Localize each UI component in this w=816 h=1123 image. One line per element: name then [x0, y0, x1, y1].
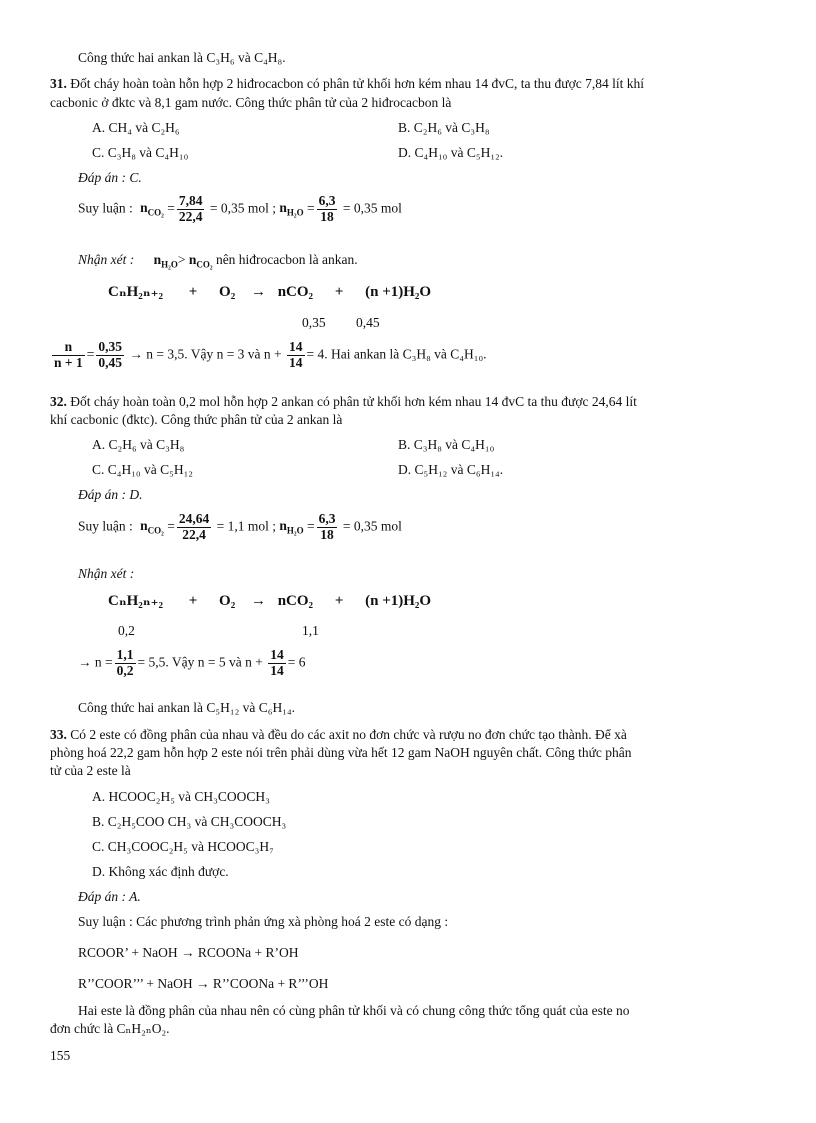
q32-n-h2o: $n_{H_2O}$ [279, 518, 304, 537]
q32-value-co2: 1,1 [302, 623, 319, 638]
q33-reaction-1: RCOOR’ + NaOH → RCOONa + R’OH [78, 945, 299, 960]
q31-eq-arrow: → [250, 284, 266, 300]
q32-suy-label: Suy luận : [78, 518, 133, 534]
q31-text-line2: cacbonic ở đktc và 8,1 gam nước. Công thức phân tử của 2 hiđrocacbon là [50, 95, 452, 110]
q31-frac-values: $\frac{0,35}{0,45}$ [98, 339, 122, 370]
q33-option-a: A. HCOOC₂H₅ và CH₃COOCH₃ [92, 789, 270, 804]
q32-conclusion-end: = 6 [287, 654, 306, 670]
q33-text-line3: tử của 2 este là [50, 763, 131, 778]
q32-final: Công thức hai ankan là C₅H₁₂ và C₆H₁₄. [78, 700, 296, 715]
q33-reasoning: Suy luận : Các phương trình phản ứng xà phòng hoá 2 este có dạng : [78, 914, 449, 929]
q31-n-co2: $n_{CO_2}$ [140, 200, 164, 219]
q31-eq-alkane: CₙH₂ₙ₊₂ [108, 284, 163, 300]
q32-option-d: D. C₅H₁₂ và C₆H₁₄. [398, 462, 504, 477]
q32-n-co2: $n_{CO_2}$ [140, 518, 164, 537]
q31-result-h2o: = 0,35 mol [342, 200, 402, 216]
q32-eq-h2o: (n +1)H₂O [365, 593, 432, 609]
q32-eq-arrow: → [250, 593, 266, 609]
q32-eq-plus1: + [188, 593, 198, 609]
q31-remark: Nhận xét : $n_{H_2O}> n_{CO_2}$ nên hiđrocacbon là ankan. [78, 252, 358, 270]
q32-eq-alkane: CₙH₂ₙ₊₂ [108, 593, 163, 609]
q32-reasoning: Suy luận : $n_{CO_2}$ = $\frac{24,64}{22,4}$ = 1,1 mol ; $n_{H_2O}$ = $\frac{6,3}{18}$ = 0,35 mol [78, 511, 402, 542]
q33-text-line2: phòng hoá 22,2 gam hỗn hợp 2 este nói trên phải dùng vừa hết 12 gam NaOH nguyên chất. Công thức phân [50, 745, 632, 760]
q33-option-c: C. CH₃COOC₂H₅ và HCOOC₃H₇ [92, 839, 274, 854]
q33-last-line2: đơn chức là CₙH₂ₙO₂. [50, 1021, 170, 1036]
q31-conclusion-end: = 4. Hai ankan là C₃H₈ và C₄H₁₀. [306, 346, 487, 362]
q33-text1: Có 2 este có đồng phân của nhau và đều do các axit no đơn chức và rượu no đơn chức tạo thành. Để xà [66, 727, 627, 742]
q31-eq-co2: nCO₂ [277, 284, 314, 300]
q33-text-line1 [50, 727, 627, 743]
q31-answer: Đáp án : C. [78, 170, 142, 185]
q33-last-line1: Hai este là đồng phân của nhau nên có cùng phân tử khối và có chung công thức tổng quát của este no [78, 1003, 630, 1018]
q31-value-h2o: 0,45 [356, 315, 380, 330]
q31-compare-text: nên hiđrocacbon là ankan. [212, 252, 358, 267]
q32-result-co2: = 1,1 mol ; [216, 518, 276, 534]
q32-eq-o2: O₂ [219, 593, 236, 609]
q31-frac-ratio: $\frac{n}{n + 1}$ [54, 339, 83, 370]
q32-frac-h2o: $\frac{6,3}{18}$ [318, 511, 336, 542]
q32-frac-14: $\frac{14}{14}$ [270, 647, 284, 678]
q32-result-h2o: = 0,35 mol [342, 518, 402, 534]
q32-remark-label: Nhận xét : [78, 566, 135, 581]
q32-equation [108, 592, 431, 610]
q31-compare-h2o: $n_{H_2O}$ [153, 252, 178, 270]
q31-frac-co2: $\frac{7,84}{22,4}$ [178, 193, 203, 224]
q31-conclusion-mid: → n = 3,5. Vậy n = 3 và n + [125, 346, 282, 362]
q31-eq-o2: O₂ [219, 284, 236, 300]
q31-reasoning: Suy luận : $n_{CO_2}$ = $\frac{7,84}{22,4}$ = 0,35 mol ; $n_{H_2O}$ = $\frac{6,3}{18}$ = 0,35 mol [78, 193, 402, 224]
q31-text1: Đốt cháy hoàn toàn hỗn hợp 2 hiđrocacbon có phân tử khối hơn kém nhau 14 đvC, ta thu được 7,84 lít khí [66, 76, 644, 91]
q31-frac-14: $\frac{14}{14}$ [289, 339, 303, 370]
q32-option-c: C. C₄H₁₀ và C₅H₁₂ [92, 462, 193, 477]
q31-value-co2: 0,35 [302, 315, 326, 330]
q33-option-d: D. Không xác định được. [92, 864, 229, 879]
q31-frac-h2o: $\frac{6,3}{18}$ [318, 193, 336, 224]
q31-eq-plus1: + [188, 284, 198, 300]
q32-eq-co2: nCO₂ [277, 593, 314, 609]
q32-value-mix: 0,2 [118, 623, 135, 638]
q32-frac-co2: $\frac{24,64}{22,4}$ [178, 511, 210, 542]
q31-compare-co2: $n_{CO_2}$ [188, 252, 213, 270]
q32-conclusion-mid: = 5,5. Vậy n = 5 và n + [137, 654, 263, 670]
q31-suy-label: Suy luận : [78, 200, 133, 216]
q31-eq-h2o: (n +1)H₂O [365, 284, 432, 300]
q32-eq-plus2: + [334, 593, 344, 609]
q31-option-c: C. C₃H₈ và C₄H₁₀ [92, 145, 189, 160]
q32-answer: Đáp án : D. [78, 487, 143, 502]
q32-option-b: B. C₃H₈ và C₄H₁₀ [398, 437, 495, 452]
q31-number: 31. [50, 76, 67, 91]
q31-result-co2: = 0,35 mol ; [209, 200, 276, 216]
q32-text1: Đốt cháy hoàn toàn 0,2 mol hỗn hợp 2 ankan có phân tử khối hơn kém nhau 14 đvC ta thu được 24,64 lít [66, 394, 637, 409]
q31-option-d: D. C₄H₁₀ và C₅H₁₂. [398, 145, 504, 160]
q32-option-a: A. C₂H₆ và C₃H₈ [92, 437, 185, 452]
q33-reaction-2: R’’COOR’’’ + NaOH → R’’COONa + R’’’OH [78, 976, 329, 991]
q32-conclusion [78, 648, 305, 679]
intro-line: Công thức hai ankan là C₃H₆ và C₄H₈. [78, 50, 286, 65]
q31-eq-plus2: + [334, 284, 344, 300]
q32-number: 32. [50, 394, 67, 409]
q31-conclusion: $\frac{n}{n + 1}$ = $\frac{0,35}{0,45}$ → n = 3,5. Vậy n = 3 và n + $\frac{14}{14}$ = 4. Hai ankan là C₃H₈ và C₄H₁₀. [54, 339, 487, 370]
q33-number: 33. [50, 727, 67, 742]
q31-text-line1 [50, 76, 644, 92]
q32-conclusion-pre: → n = [78, 654, 113, 670]
q31-equation [108, 283, 431, 301]
q31-n-h2o: $n_{H_2O}$ [279, 200, 304, 219]
page-number: 155 [50, 1048, 71, 1063]
q31-option-a: A. CH₄ và C₂H₆ [92, 120, 180, 135]
q32-text-line2: khí cacbonic (đktc). Công thức phân tử của 2 ankan là [50, 412, 343, 427]
q32-text-line1 [50, 394, 637, 410]
q33-answer: Đáp án : A. [78, 889, 141, 904]
q33-option-b: B. C₂H₅COO CH₃ và CH₃COOCH₃ [92, 814, 287, 829]
q32-frac-n: $\frac{1,1}{0,2}$ [116, 647, 134, 678]
q31-option-b: B. C₂H₆ và C₃H₈ [398, 120, 490, 135]
q31-remark-label: Nhận xét : [78, 252, 135, 267]
